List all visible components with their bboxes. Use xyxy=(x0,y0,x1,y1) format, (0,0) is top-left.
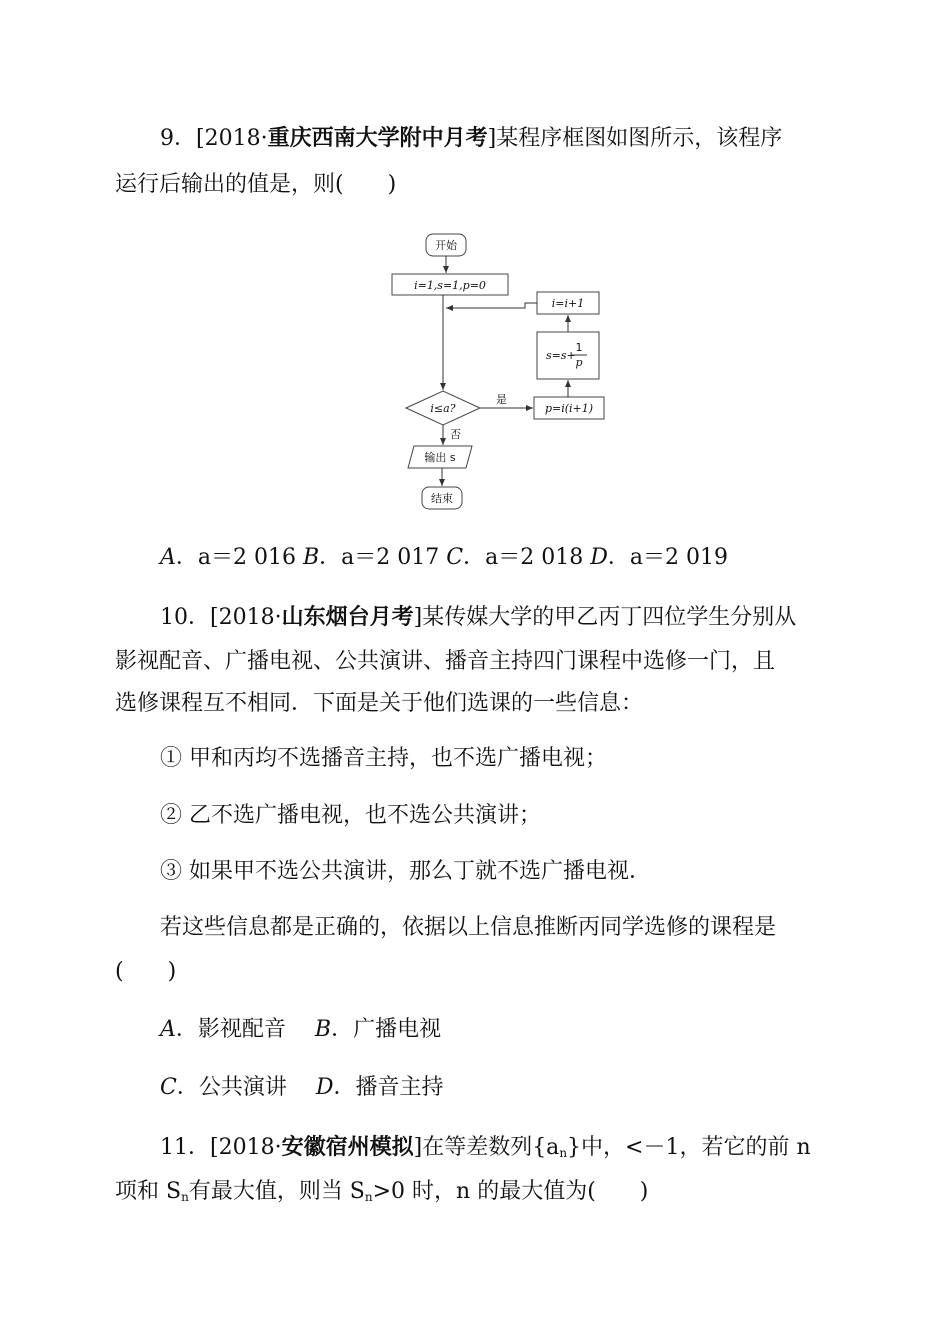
output-label: 输出 s xyxy=(424,451,456,464)
q10-line1 xyxy=(160,603,796,633)
option-a-letter: A xyxy=(160,545,176,570)
q10-options-row2 xyxy=(160,1073,444,1103)
q9-line2: 运行后输出的值是，则( ) xyxy=(115,172,397,197)
q9-number: 9． xyxy=(160,126,196,151)
q11-subscript-n: n xyxy=(181,1190,189,1204)
q11-line1 xyxy=(160,1133,811,1168)
q10-options-row1 xyxy=(160,1015,441,1045)
q11-source-name: 安徽宿州模拟 xyxy=(281,1135,414,1160)
option-c-letter: C xyxy=(160,1075,177,1100)
q11-source-close: ] xyxy=(413,1135,423,1160)
q11-text-2c: >0 时，n 的最大值为( ) xyxy=(372,1179,649,1204)
q9-source-open: [2018· xyxy=(196,126,268,151)
option-a-text: ．影视配音 xyxy=(175,1017,286,1042)
condition-label: i≤a? xyxy=(430,402,456,415)
option-d-letter: D xyxy=(590,545,608,570)
q11-subscript-n: n xyxy=(559,1146,568,1160)
q11-text-1a: 在等差数列{a xyxy=(422,1135,560,1160)
q9-source-name: 重庆西南大学附中月考 xyxy=(267,126,488,151)
option-a-letter: A xyxy=(160,1017,176,1042)
option-c-letter: C xyxy=(446,545,464,570)
q11-line2 xyxy=(115,1177,648,1212)
update-p-label: p=i(i+1) xyxy=(544,402,594,415)
end-label: 结束 xyxy=(431,492,453,505)
q11-subscript-n: n xyxy=(364,1190,373,1204)
q10-source-close: ] xyxy=(413,605,423,630)
q10-question-2: ( ) xyxy=(115,959,177,984)
option-c-text: ．a＝2 018 xyxy=(463,545,584,570)
option-a-text: ．a＝2 016 xyxy=(175,545,296,570)
option-b-letter: B xyxy=(303,545,320,570)
option-b-text: ．a＝2 017 xyxy=(319,545,440,570)
inc-label: i=i+1 xyxy=(551,297,585,310)
q10-line3: 选修课程互不相同．下面是关于他们选课的一些信息： xyxy=(115,691,644,716)
q11-text-2b: 有最大值，则当 S xyxy=(188,1179,365,1204)
q10-source-name: 山东烟台月考 xyxy=(281,605,414,630)
q10-source-open: [2018· xyxy=(210,605,282,630)
q9-text-1: 某程序框图如图所示，该程序 xyxy=(496,126,783,151)
q10-question-1: 若这些信息都是正确的，依据以上信息推断丙同学选修的课程是 xyxy=(160,915,777,940)
q10-info-3: ③ 如果甲不选公共演讲，那么丁就不选广播电视． xyxy=(160,859,651,884)
q9-line1 xyxy=(160,124,782,154)
q10-info-2: ② 乙不选广播电视，也不选公共演讲； xyxy=(160,803,541,828)
q10-line2: 影视配音、广播电视、公共演讲、播音主持四门课程中选修一门，且 xyxy=(115,649,776,674)
yes-label: 是 xyxy=(496,393,507,406)
start-label: 开始 xyxy=(435,239,457,252)
q9-source-close: ] xyxy=(487,126,497,151)
init-label: i=1,s=1,p=0 xyxy=(414,279,486,292)
option-d-text: ．a＝2 019 xyxy=(607,545,728,570)
q10-info-1: ① 甲和丙均不选播音主持，也不选广播电视； xyxy=(160,746,607,771)
option-b-letter: B xyxy=(314,1017,332,1042)
option-b-text: ．广播电视 xyxy=(331,1017,442,1042)
option-d-text: ．播音主持 xyxy=(333,1075,444,1100)
fraction-denominator: p xyxy=(575,356,583,369)
q11-text-1b: }中，<－1，若它的前 n xyxy=(567,1135,811,1160)
fraction-numerator: 1 xyxy=(575,341,583,354)
q10-number: 10． xyxy=(160,605,210,630)
q11-text-2a: 项和 S xyxy=(115,1179,182,1204)
q9-options xyxy=(160,543,728,573)
q10-text-1: 某传媒大学的甲乙丙丁四位学生分别从 xyxy=(422,605,797,630)
option-d-letter: D xyxy=(315,1075,334,1100)
no-label: 否 xyxy=(450,428,461,441)
option-c-text: ．公共演讲 xyxy=(176,1075,287,1100)
flowchart xyxy=(380,225,620,515)
update-s-label: s=s+ xyxy=(546,349,576,362)
q11-source-open: [2018· xyxy=(210,1135,282,1160)
q11-number: 11． xyxy=(160,1135,210,1160)
